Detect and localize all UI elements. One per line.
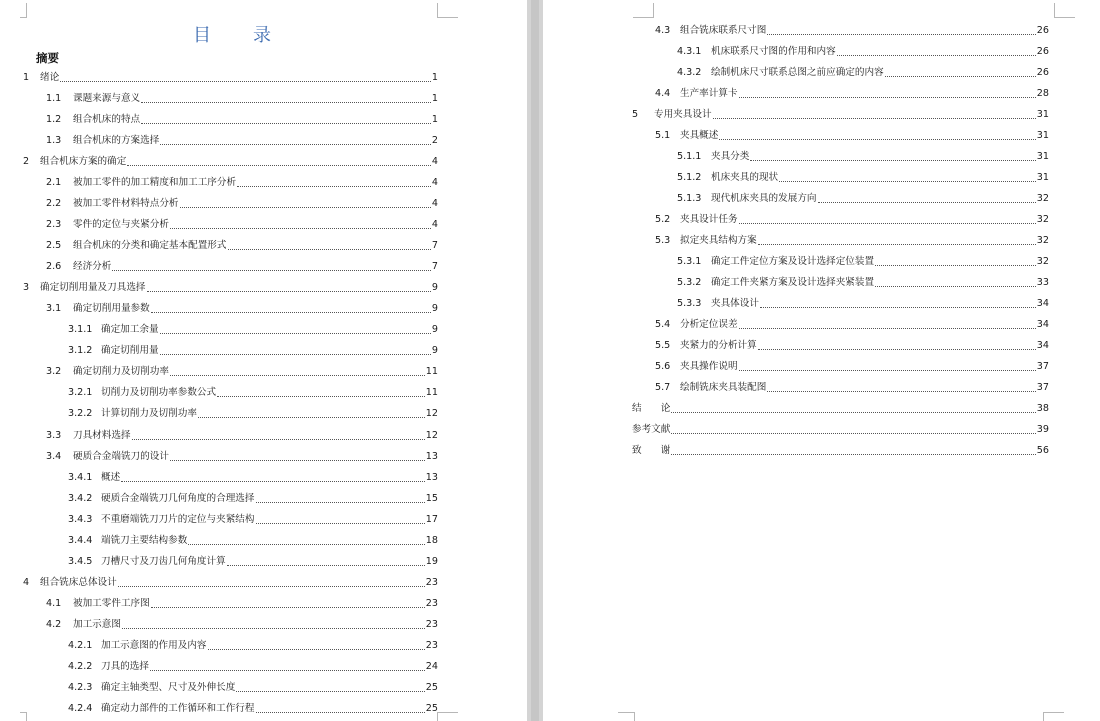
toc-entry-page-number: 4 xyxy=(431,219,438,231)
toc-entry-label: 组合铣床联系尺寸图 xyxy=(680,25,767,36)
toc-abstract-entry[interactable] xyxy=(36,51,59,65)
toc-entry[interactable] xyxy=(68,492,438,506)
toc-entry-label: 加工示意图的作用及内容 xyxy=(101,639,207,651)
page-corner-mark xyxy=(20,712,27,721)
toc-entry[interactable] xyxy=(677,66,1049,80)
toc-entry-number: 5 xyxy=(632,109,639,120)
toc-entry[interactable] xyxy=(68,555,438,569)
toc-entry[interactable] xyxy=(677,297,1049,311)
toc-leader-dots xyxy=(217,396,425,397)
toc-entry-label: 被加工零件材料特点分析 xyxy=(73,198,179,210)
toc-leader-dots xyxy=(228,249,431,250)
toc-entry-page-number: 34 xyxy=(1036,298,1049,309)
toc-entry[interactable] xyxy=(68,471,438,485)
toc-entry-label: 参考文献 xyxy=(632,424,671,435)
toc-entry-page-number: 12 xyxy=(425,408,438,420)
toc-title: 目 录 xyxy=(193,25,283,46)
toc-entry-page-number: 7 xyxy=(431,261,438,273)
toc-entry-number: 4.3.1 xyxy=(677,46,702,57)
document-page-left xyxy=(0,0,527,721)
toc-entry-number: 2.6 xyxy=(46,261,62,273)
toc-entry[interactable] xyxy=(46,429,438,443)
toc-entry-page-number: 18 xyxy=(425,534,438,546)
toc-entry-page-number: 32 xyxy=(1036,256,1049,267)
toc-leader-dots xyxy=(151,607,425,608)
toc-entry[interactable] xyxy=(46,302,438,316)
toc-entry-label: 刀槽尺寸及刀齿几何角度计算 xyxy=(101,555,226,567)
toc-leader-dots xyxy=(227,565,425,566)
toc-entry-label: 机床夹具的现状 xyxy=(711,172,779,183)
toc-entry-number: 4.2.4 xyxy=(68,702,93,714)
toc-entry[interactable] xyxy=(68,534,438,548)
toc-entry-page-number: 25 xyxy=(425,681,438,693)
toc-entry-label: 课题来源与意义 xyxy=(73,93,141,105)
toc-entry-page-number: 31 xyxy=(1036,151,1049,162)
toc-leader-dots xyxy=(760,307,1036,308)
toc-entry-label: 端铣刀主要结构参数 xyxy=(101,534,188,546)
toc-entry[interactable] xyxy=(677,45,1049,59)
toc-entry[interactable] xyxy=(655,87,1049,101)
toc-entry[interactable] xyxy=(46,365,438,379)
toc-entry-number: 3.2 xyxy=(46,366,62,378)
toc-entry-number: 4.3 xyxy=(655,25,671,36)
toc-entry-number: 3.2.2 xyxy=(68,408,93,420)
toc-leader-dots xyxy=(837,55,1036,56)
toc-entry[interactable] xyxy=(68,639,438,653)
toc-entry-label: 确定切削用量及刀具选择 xyxy=(40,282,146,294)
toc-entry-page-number: 17 xyxy=(425,513,438,525)
toc-leader-dots xyxy=(141,123,431,124)
toc-entry-page-number: 4 xyxy=(431,156,438,168)
toc-leader-dots xyxy=(739,328,1036,329)
toc-leader-dots xyxy=(236,691,424,692)
toc-entry-number: 5.3.3 xyxy=(677,298,702,309)
toc-entry[interactable] xyxy=(655,213,1049,227)
toc-leader-dots xyxy=(758,244,1036,245)
toc-entry[interactable] xyxy=(46,239,438,253)
toc-entry-label: 夹具体设计 xyxy=(711,298,759,309)
toc-entry-page-number: 13 xyxy=(425,450,438,462)
page-corner-mark xyxy=(1054,3,1075,18)
toc-leader-dots xyxy=(198,417,425,418)
toc-entry[interactable] xyxy=(677,171,1049,185)
toc-entry-page-number: 23 xyxy=(425,639,438,651)
toc-entry-page-number: 32 xyxy=(1036,214,1049,225)
toc-entry-number: 3 xyxy=(23,282,30,294)
toc-entry-page-number: 9 xyxy=(431,303,438,315)
toc-entry-page-number: 31 xyxy=(1036,130,1049,141)
toc-entry-label: 不重磨端铣刀刀片的定位与夹紧结构 xyxy=(101,513,255,525)
toc-entry-label: 夹具概述 xyxy=(680,130,719,141)
toc-leader-dots xyxy=(875,265,1036,266)
toc-entry-number: 4.3.2 xyxy=(677,67,702,78)
toc-leader-dots xyxy=(256,712,425,713)
toc-entry-label: 夹具设计任务 xyxy=(680,214,738,225)
page-corner-mark xyxy=(633,3,654,18)
toc-leader-dots xyxy=(237,186,431,187)
toc-entry-label: 绘制机床尺寸联系总图之前应确定的内容 xyxy=(711,67,884,78)
toc-entry[interactable] xyxy=(46,92,438,106)
page-corner-mark xyxy=(1043,712,1064,721)
toc-entry-label: 确定主轴类型、尺寸及外伸长度 xyxy=(101,681,236,693)
toc-leader-dots xyxy=(208,649,425,650)
toc-entry-number: 2.2 xyxy=(46,198,62,210)
toc-entry-number: 2.5 xyxy=(46,240,62,252)
toc-entry-label: 组合机床的方案选择 xyxy=(73,135,160,147)
toc-entry-number: 5.2 xyxy=(655,214,671,225)
toc-entry[interactable] xyxy=(46,134,438,148)
toc-leader-dots xyxy=(818,202,1036,203)
toc-leader-dots xyxy=(713,118,1036,119)
toc-entry[interactable] xyxy=(677,192,1049,206)
toc-leader-dots xyxy=(122,628,425,629)
toc-entry-page-number: 31 xyxy=(1036,172,1049,183)
toc-entry[interactable] xyxy=(655,360,1049,374)
toc-entry-number: 5.1.1 xyxy=(677,151,702,162)
toc-leader-dots xyxy=(170,375,425,376)
toc-entry-page-number: 34 xyxy=(1036,319,1049,330)
toc-entry[interactable] xyxy=(46,113,438,127)
toc-entry-number: 5.3.2 xyxy=(677,277,702,288)
toc-entry-label: 夹紧力的分析计算 xyxy=(680,340,757,351)
toc-entry[interactable] xyxy=(68,323,438,337)
toc-leader-dots xyxy=(127,165,431,166)
toc-entry-page-number: 13 xyxy=(425,471,438,483)
toc-entry[interactable] xyxy=(677,276,1049,290)
toc-entry[interactable] xyxy=(68,386,438,400)
toc-entry-number: 5.1 xyxy=(655,130,671,141)
toc-entry-label: 确定工件夹紧方案及设计选择夹紧装置 xyxy=(711,277,875,288)
toc-entry-label: 组合铣床总体设计 xyxy=(40,576,117,588)
toc-leader-dots xyxy=(671,433,1035,434)
toc-entry[interactable] xyxy=(46,450,438,464)
toc-entry-number: 5.3 xyxy=(655,235,671,246)
toc-entry-number: 3.4.1 xyxy=(68,471,93,483)
page-gutter xyxy=(527,0,543,721)
toc-entry-page-number: 7 xyxy=(431,240,438,252)
toc-leader-dots xyxy=(739,97,1036,98)
toc-entry-number: 1.1 xyxy=(46,93,62,105)
toc-entry-label: 硬质合金端铣刀的设计 xyxy=(73,450,169,462)
toc-entry[interactable] xyxy=(655,318,1049,332)
toc-entry-number: 3.4.4 xyxy=(68,534,93,546)
toc-leader-dots xyxy=(170,228,431,229)
toc-entry-label: 生产率计算卡 xyxy=(680,88,738,99)
toc-entry[interactable] xyxy=(68,681,438,695)
toc-entry-label: 夹具分类 xyxy=(711,151,750,162)
toc-leader-dots xyxy=(779,181,1036,182)
toc-entry-page-number: 39 xyxy=(1036,424,1049,435)
toc-entry-number: 4.4 xyxy=(655,88,671,99)
toc-leader-dots xyxy=(875,286,1036,287)
toc-leader-dots xyxy=(118,586,425,587)
toc-entry[interactable] xyxy=(23,71,438,85)
toc-entry[interactable] xyxy=(46,218,438,232)
toc-entry-label: 切削力及切削功率参数公式 xyxy=(101,387,217,399)
toc-leader-dots xyxy=(132,439,425,440)
toc-entry-page-number: 26 xyxy=(1036,25,1049,36)
toc-entry-label: 刀具材料选择 xyxy=(73,429,131,441)
page-corner-mark xyxy=(618,712,635,721)
toc-entry-page-number: 19 xyxy=(425,555,438,567)
toc-entry-page-number: 9 xyxy=(431,324,438,336)
toc-entry-label: 硬质合金端铣刀几何角度的合理选择 xyxy=(101,492,255,504)
page-corner-mark xyxy=(437,712,458,721)
toc-entry-page-number: 24 xyxy=(425,660,438,672)
toc-entry-label: 确定切削用量参数 xyxy=(73,303,150,315)
toc-leader-dots xyxy=(121,481,425,482)
toc-entry-label: 被加工零件的加工精度和加工工序分析 xyxy=(73,177,237,189)
toc-entry-page-number: 56 xyxy=(1036,445,1049,456)
page-corner-mark xyxy=(20,3,27,18)
toc-leader-dots xyxy=(739,370,1036,371)
toc-entry-number: 1 xyxy=(23,72,30,83)
toc-entry-page-number: 1 xyxy=(431,72,438,83)
toc-entry-number: 3.1 xyxy=(46,303,62,315)
toc-entry-page-number: 37 xyxy=(1036,382,1049,393)
toc-entry-label: 专用夹具设计 xyxy=(654,109,712,120)
toc-entry-page-number: 25 xyxy=(425,702,438,714)
toc-leader-dots xyxy=(147,291,431,292)
toc-entry-number: 5.5 xyxy=(655,340,671,351)
toc-entry[interactable] xyxy=(68,513,438,527)
toc-entry-page-number: 23 xyxy=(425,576,438,588)
toc-entry-page-number: 38 xyxy=(1036,403,1049,414)
toc-entry[interactable] xyxy=(23,281,438,295)
toc-entry-page-number: 33 xyxy=(1036,277,1049,288)
toc-entry-number: 5.3.1 xyxy=(677,256,702,267)
toc-leader-dots xyxy=(256,502,425,503)
toc-entry[interactable] xyxy=(655,339,1049,353)
toc-leader-dots xyxy=(767,391,1035,392)
toc-entry-label: 绪论 xyxy=(40,72,60,83)
toc-entry[interactable] xyxy=(23,576,438,590)
toc-entry-number: 2.3 xyxy=(46,219,62,231)
toc-entry[interactable] xyxy=(677,255,1049,269)
document-page-right xyxy=(543,0,1100,721)
toc-entry-label: 概述 xyxy=(101,471,121,483)
toc-leader-dots xyxy=(160,354,431,355)
toc-entry-label: 绘制铣床夹具装配图 xyxy=(680,382,767,393)
toc-entry-label: 拟定夹具结构方案 xyxy=(680,235,757,246)
toc-leader-dots xyxy=(188,544,424,545)
toc-entry-number: 4.2.3 xyxy=(68,681,93,693)
toc-entry-number: 3.4.2 xyxy=(68,492,93,504)
toc-entry[interactable] xyxy=(677,150,1049,164)
toc-entry-page-number: 9 xyxy=(431,282,438,294)
toc-entry[interactable] xyxy=(68,702,438,716)
toc-entry-page-number: 31 xyxy=(1036,109,1049,120)
toc-entry-page-number: 2 xyxy=(431,135,438,147)
toc-leader-dots xyxy=(112,270,431,271)
toc-entry-page-number: 23 xyxy=(425,618,438,630)
toc-entry[interactable] xyxy=(68,660,438,674)
toc-entry-label: 组合机床方案的确定 xyxy=(40,156,127,168)
toc-entry-page-number: 11 xyxy=(425,387,438,399)
toc-entry-number: 5.1.3 xyxy=(677,193,702,204)
toc-entry-page-number: 32 xyxy=(1036,235,1049,246)
toc-entry-page-number: 12 xyxy=(425,429,438,441)
toc-entry[interactable] xyxy=(632,402,1049,416)
toc-entry-label: 夹具操作说明 xyxy=(680,361,738,372)
toc-leader-dots xyxy=(885,76,1036,77)
toc-leader-dots xyxy=(151,312,431,313)
toc-entry-label: 确定动力部件的工作循环和工作行程 xyxy=(101,702,255,714)
toc-entry[interactable] xyxy=(46,176,438,190)
toc-entry-label: 确定切削力及切削功率 xyxy=(73,366,169,378)
toc-entry[interactable] xyxy=(23,155,438,169)
toc-entry-number: 3.4.5 xyxy=(68,555,93,567)
toc-entry-page-number: 34 xyxy=(1036,340,1049,351)
toc-entry-page-number: 1 xyxy=(431,114,438,126)
toc-entry[interactable] xyxy=(655,129,1049,143)
toc-entry-page-number: 1 xyxy=(431,93,438,105)
toc-entry-number: 4.2 xyxy=(46,618,62,630)
toc-leader-dots xyxy=(170,460,425,461)
toc-leader-dots xyxy=(767,34,1035,35)
toc-entry-number: 4 xyxy=(23,576,30,588)
toc-entry[interactable] xyxy=(655,24,1049,38)
toc-leader-dots xyxy=(256,523,425,524)
toc-leader-dots xyxy=(141,102,431,103)
toc-entry-number: 5.6 xyxy=(655,361,671,372)
toc-entry-label: 组合机床的分类和确定基本配置形式 xyxy=(73,240,227,252)
toc-entry-label: 经济分析 xyxy=(73,261,112,273)
toc-entry-number: 1.3 xyxy=(46,135,62,147)
toc-entry[interactable] xyxy=(632,423,1049,437)
toc-entry-page-number: 4 xyxy=(431,198,438,210)
toc-entry-page-number: 26 xyxy=(1036,67,1049,78)
toc-leader-dots xyxy=(671,454,1035,455)
toc-entry[interactable] xyxy=(632,444,1049,458)
toc-entry-number: 5.7 xyxy=(655,382,671,393)
toc-entry-label: 机床联系尺寸图的作用和内容 xyxy=(711,46,836,57)
toc-entry-page-number: 32 xyxy=(1036,193,1049,204)
toc-entry-page-number: 26 xyxy=(1036,46,1049,57)
toc-leader-dots xyxy=(60,81,431,82)
toc-entry-label: 确定加工余量 xyxy=(101,324,159,336)
toc-entry-number: 4.1 xyxy=(46,597,62,609)
toc-entry-page-number: 28 xyxy=(1036,88,1049,99)
toc-entry-page-number: 11 xyxy=(425,366,438,378)
toc-entry-number: 3.4 xyxy=(46,450,62,462)
toc-leader-dots xyxy=(758,349,1036,350)
toc-entry[interactable] xyxy=(46,260,438,274)
toc-leader-dots xyxy=(671,412,1035,413)
toc-entry-page-number: 37 xyxy=(1036,361,1049,372)
toc-leader-dots xyxy=(160,144,431,145)
toc-entry[interactable] xyxy=(46,597,438,611)
toc-entry-label: 加工示意图 xyxy=(73,618,121,630)
toc-entry-label: 零件的定位与夹紧分析 xyxy=(73,219,169,231)
toc-entry[interactable] xyxy=(655,234,1049,248)
toc-entry-number: 1.2 xyxy=(46,114,62,126)
toc-entry-page-number: 4 xyxy=(431,177,438,189)
toc-leader-dots xyxy=(750,160,1035,161)
toc-entry-label: 组合机床的特点 xyxy=(73,114,141,126)
toc-entry[interactable] xyxy=(68,344,438,358)
toc-entry-number: 5.4 xyxy=(655,319,671,330)
toc-entry[interactable] xyxy=(655,381,1049,395)
page-corner-mark xyxy=(437,3,458,18)
toc-entry-number: 5.1.2 xyxy=(677,172,702,183)
toc-entry-label: 确定切削用量 xyxy=(101,345,159,357)
toc-entry-label: 摘要 xyxy=(36,51,59,65)
toc-entry-label: 被加工零件工序图 xyxy=(73,597,150,609)
toc-entry-page-number: 15 xyxy=(425,492,438,504)
toc-entry-number: 4.2.1 xyxy=(68,639,93,651)
toc-entry-label: 计算切削力及切削功率 xyxy=(101,408,197,420)
toc-entry-label: 确定工件定位方案及设计选择定位装置 xyxy=(711,256,875,267)
toc-entry-page-number: 9 xyxy=(431,345,438,357)
toc-entry-number: 2 xyxy=(23,156,30,168)
toc-entry-number: 3.1.1 xyxy=(68,324,93,336)
toc-entry-number: 4.2.2 xyxy=(68,660,93,672)
toc-entry-number: 2.1 xyxy=(46,177,62,189)
toc-entry[interactable] xyxy=(632,108,1049,122)
toc-entry-label: 致 谢 xyxy=(632,445,671,456)
toc-leader-dots xyxy=(150,670,425,671)
toc-leader-dots xyxy=(160,333,431,334)
toc-entry-page-number: 23 xyxy=(425,597,438,609)
toc-entry[interactable] xyxy=(46,618,438,632)
toc-entry-label: 现代机床夹具的发展方向 xyxy=(711,193,817,204)
toc-entry-label: 分析定位误差 xyxy=(680,319,738,330)
toc-entry-number: 3.4.3 xyxy=(68,513,93,525)
toc-leader-dots xyxy=(180,207,431,208)
toc-leader-dots xyxy=(719,139,1035,140)
toc-entry-number: 3.2.1 xyxy=(68,387,93,399)
toc-entry-label: 刀具的选择 xyxy=(101,660,149,672)
toc-leader-dots xyxy=(739,223,1036,224)
toc-entry[interactable] xyxy=(46,197,438,211)
toc-entry-number: 3.3 xyxy=(46,429,62,441)
toc-entry[interactable] xyxy=(68,407,438,421)
toc-entry-label: 结 论 xyxy=(632,403,671,414)
toc-entry-number: 3.1.2 xyxy=(68,345,93,357)
